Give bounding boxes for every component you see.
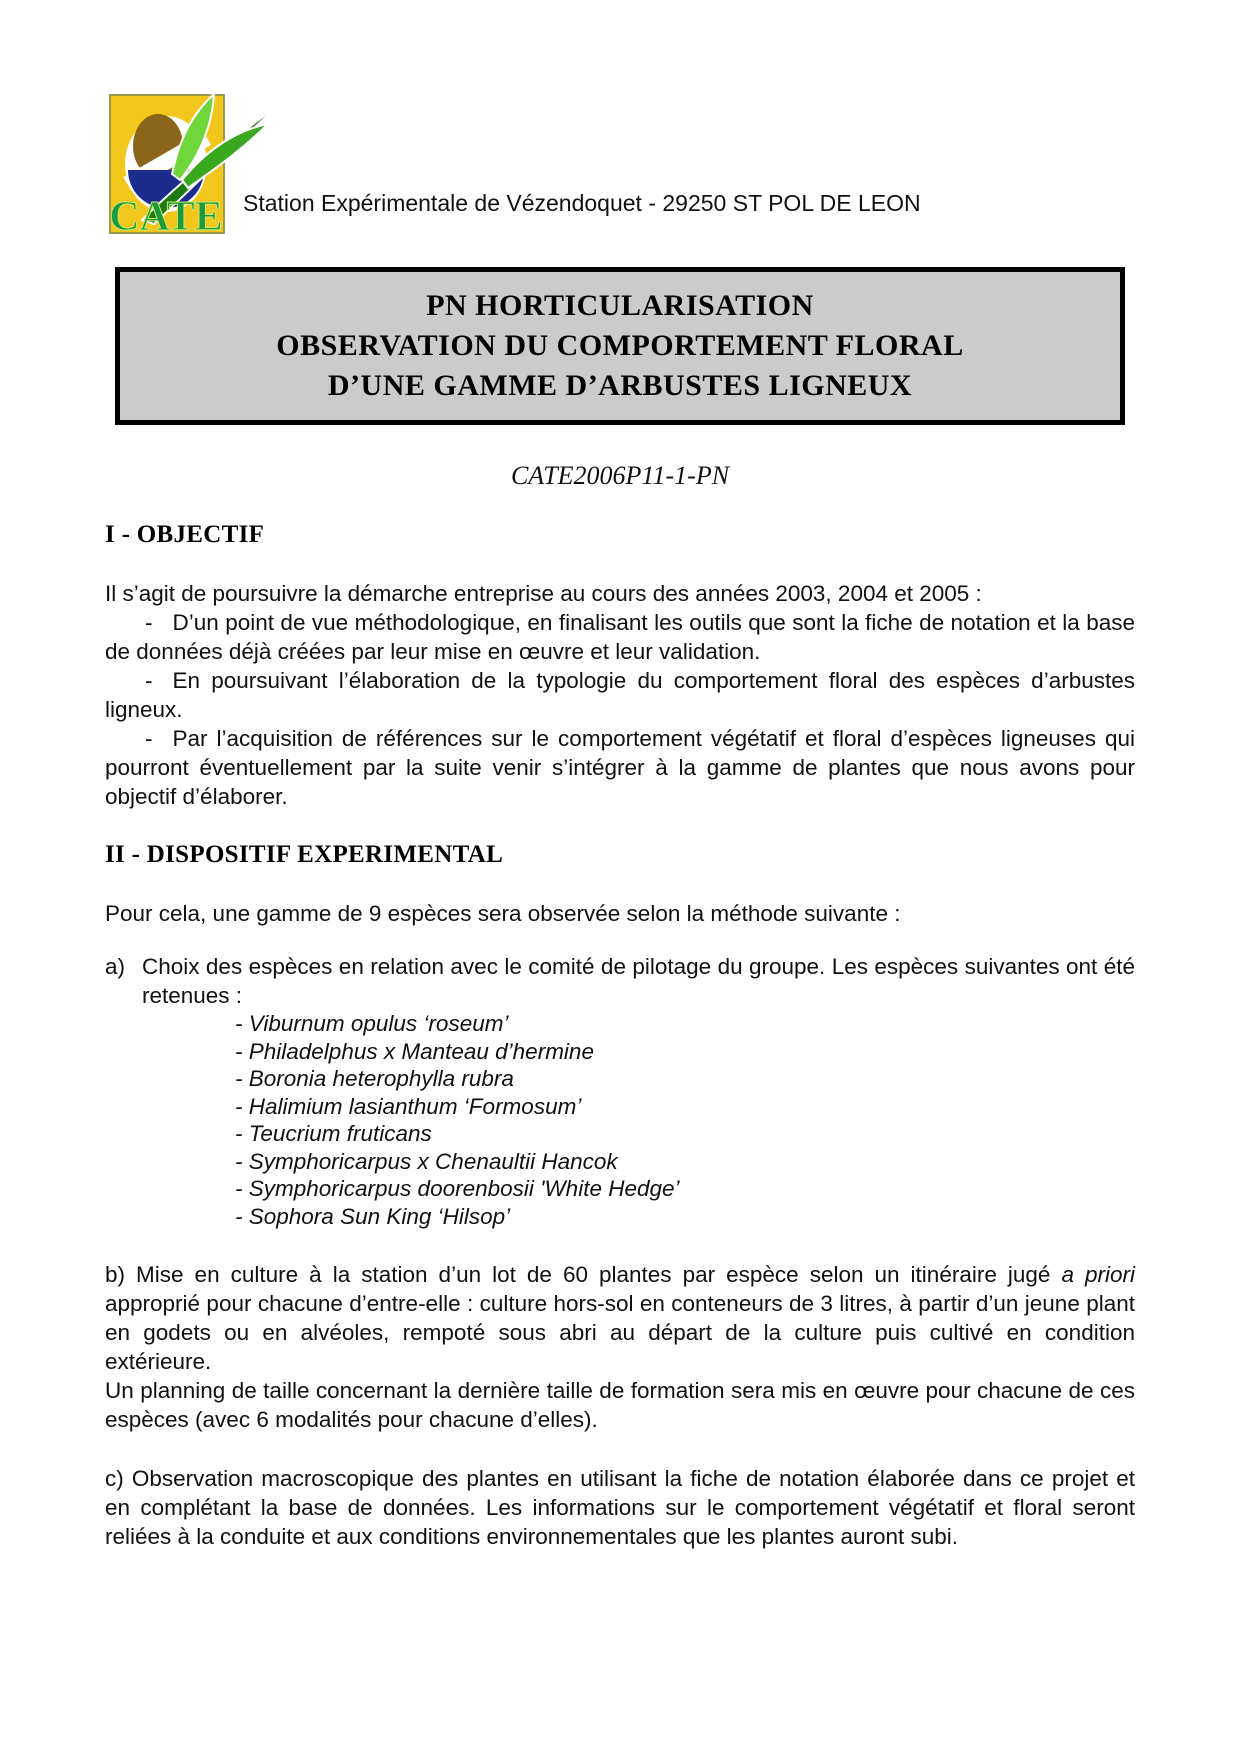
para-b (105, 1260, 1135, 1376)
bullet-dash: - (145, 668, 153, 693)
species-item: - Sophora Sun King ‘Hilsop’ (235, 1203, 511, 1229)
bullet-text: Par l’acquisition de références sur le comportement végétatif et floral d’espèces ligneuses qui pourront éventuellement par la suite venir s’intégrer à la gamme de plantes que nous avons pour objectif d’élaborer. (105, 726, 1135, 809)
title-box (115, 267, 1125, 425)
objectif-intro: Il s’agit de poursuivre la démarche entreprise au cours des années 2003, 2004 et 2005 : (105, 581, 982, 606)
objectif-bullet-3 (105, 724, 1135, 811)
bullet-text: D’un point de vue méthodologique, en finalisant les outils que sont la fiche de notation et la base de données déjà créées par leur mise en œuvre et leur validation. (105, 610, 1135, 664)
document-content (105, 0, 1135, 1551)
section-heading-dispositif: II - DISPOSITIF EXPERIMENTAL (105, 841, 504, 868)
species-item: - Symphoricarpus x Chenaultii Hancok (235, 1148, 618, 1174)
para-c: c) Observation macroscopique des plantes en utilisant la fiche de notation élaborée dans ce projet et en complétant la base de données. Les informations sur le comportement végétatif et floral seront reliées à la conduite et aux conditions environnementales que les plantes auront subi. (105, 1466, 1135, 1549)
species-item: - Viburnum opulus ‘roseum’ (235, 1011, 509, 1036)
species-item: - Teucrium fruticans (235, 1121, 432, 1146)
para-b-text-before: b) Mise en culture à la station d’un lot de 60 plantes par espèce selon un itinéraire jugé (105, 1262, 1062, 1287)
para-b2: Un planning de taille concernant la dernière taille de formation sera mis en œuvre pour chacune de ces espèces (avec 6 modalités pour chacune d’elles). (105, 1378, 1135, 1432)
bullet-dash: - (145, 610, 153, 635)
species-list (105, 1010, 1135, 1230)
species-item: - Philadelphus x Manteau d’hermine (235, 1038, 594, 1064)
objectif-bullet-2 (105, 666, 1135, 724)
dispositif-intro: Pour cela, une gamme de 9 espèces sera observée selon la méthode suivante : (105, 901, 901, 926)
item-a-marker: a) (105, 954, 126, 979)
doc-code: CATE2006P11-1-PN (510, 461, 730, 490)
title-line-3: D’UNE GAMME D’ARBUSTES LIGNEUX (327, 369, 913, 402)
title-line-2: OBSERVATION DU COMPORTEMENT FLORAL (276, 329, 964, 362)
bullet-text: En poursuivant l’élaboration de la typologie du comportement floral des espèces d’arbustes ligneux. (105, 668, 1135, 722)
para-b-italic: a priori (1061, 1262, 1135, 1287)
item-a (105, 952, 1135, 1010)
title-line-1: PN HORTICULARISATION (426, 289, 814, 322)
species-item: - Halimium lasianthum ‘Formosum’ (235, 1093, 582, 1119)
station-header-line: Station Expérimentale de Vézendoquet - 29250 ST POL DE LEON (243, 190, 921, 216)
species-item: - Symphoricarpus doorenbosii 'White Hedge’ (235, 1176, 680, 1201)
para-b-text-after: approprié pour chacune d’entre-elle : culture hors-sol en conteneurs de 3 litres, à partir d’un jeune plant en godets ou en alvéoles, rempoté sous abri au départ de la culture puis cultivé en condition extérieure. (105, 1291, 1135, 1374)
logo-text: CATE (109, 194, 223, 238)
species-item: - Boronia heterophylla rubra (235, 1066, 514, 1091)
section-heading-objectif: I - OBJECTIF (105, 521, 265, 548)
objectif-bullet-1 (105, 608, 1135, 666)
bullet-dash: - (145, 726, 153, 751)
item-a-text: Choix des espèces en relation avec le comité de pilotage du groupe. Les espèces suivantes ont été retenues : (142, 954, 1135, 1008)
